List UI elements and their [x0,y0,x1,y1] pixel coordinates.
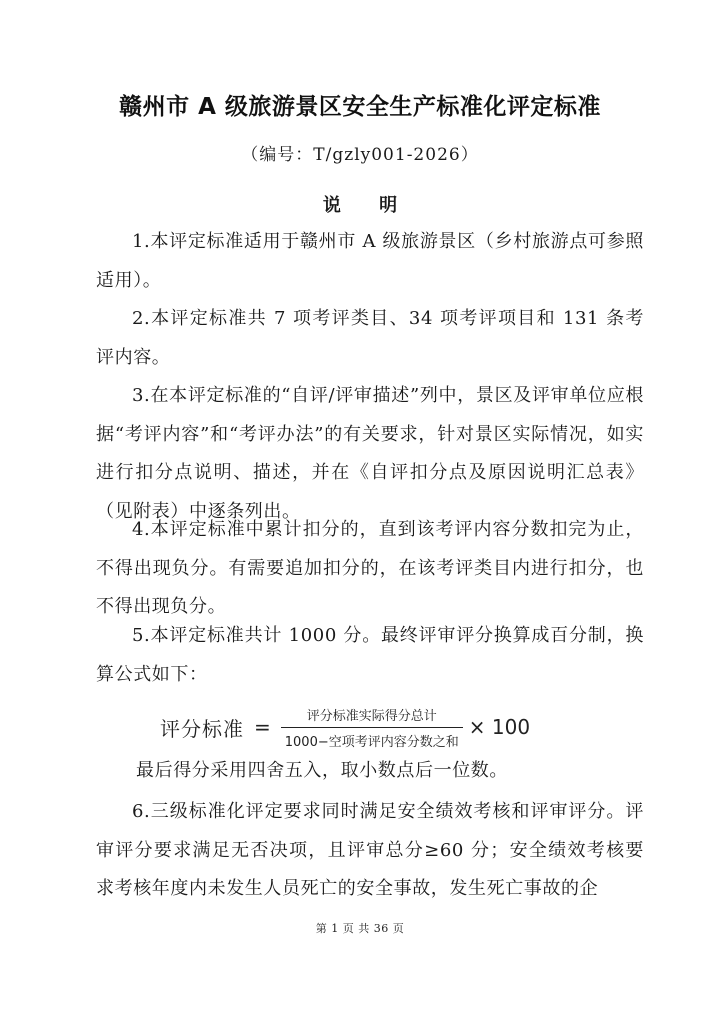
paragraph-4: 4.本评定标准中累计扣分的，直到该考评内容分数扣完为止，不得出现负分。有需要追加扣分的，在该考评类目内进行扣分，也不得出现负分。 [96,519,644,618]
paragraph-3: 3.在本评定标准的“自评/评审描述”列中，景区及评审单位应根据“考评内容”和“考评办法”的有关要求，针对景区实际情况，如实进行扣分点说明、描述，并在《自评扣分点及原因说明汇总表》（见附表）中逐条列出。 [96,385,644,522]
formula-multiplier: × 100 [468,715,531,739]
formula-fraction [281,705,463,750]
rounding-note: 最后得分采用四舍五入，取小数点后一位数。 [136,760,508,781]
paragraph-6: 6.三级标准化评定要求同时满足安全绩效考核和评审评分。评审评分要求满足无否决项，且评审总分≥60 分；安全绩效考核要求考核年度内未发生人员死亡的安全事故，发生死亡事故的企 [96,801,644,900]
paragraph-2: 2.本评定标准共 7 项考评类目、34 项考评项目和 131 条考评内容。 [96,308,644,368]
paragraph-5: 5.本评定标准共计 1000 分。最终评审评分换算成百分制，换算公式如下： [96,625,644,685]
formula-equals: = [254,715,271,739]
formula-numerator: 评分标准实际得分总计 [306,708,437,724]
document-code: （编号：T/gzly001-2026） [241,145,479,165]
score-formula [160,703,530,751]
document-title: 赣州市 A 级旅游景区安全生产标准化评定标准 [119,94,601,120]
paragraph-1: 1.本评定标准适用于赣州市 A 级旅游景区（乡村旅游点可参照适用）。 [96,231,644,291]
section-heading: 说 明 [322,195,414,216]
page-footer: 第 1 页 共 36 页 [315,922,405,935]
formula-lhs: 评分标准 [160,716,244,741]
formula-denominator: 1000−空项考评内容分数之和 [284,734,459,750]
